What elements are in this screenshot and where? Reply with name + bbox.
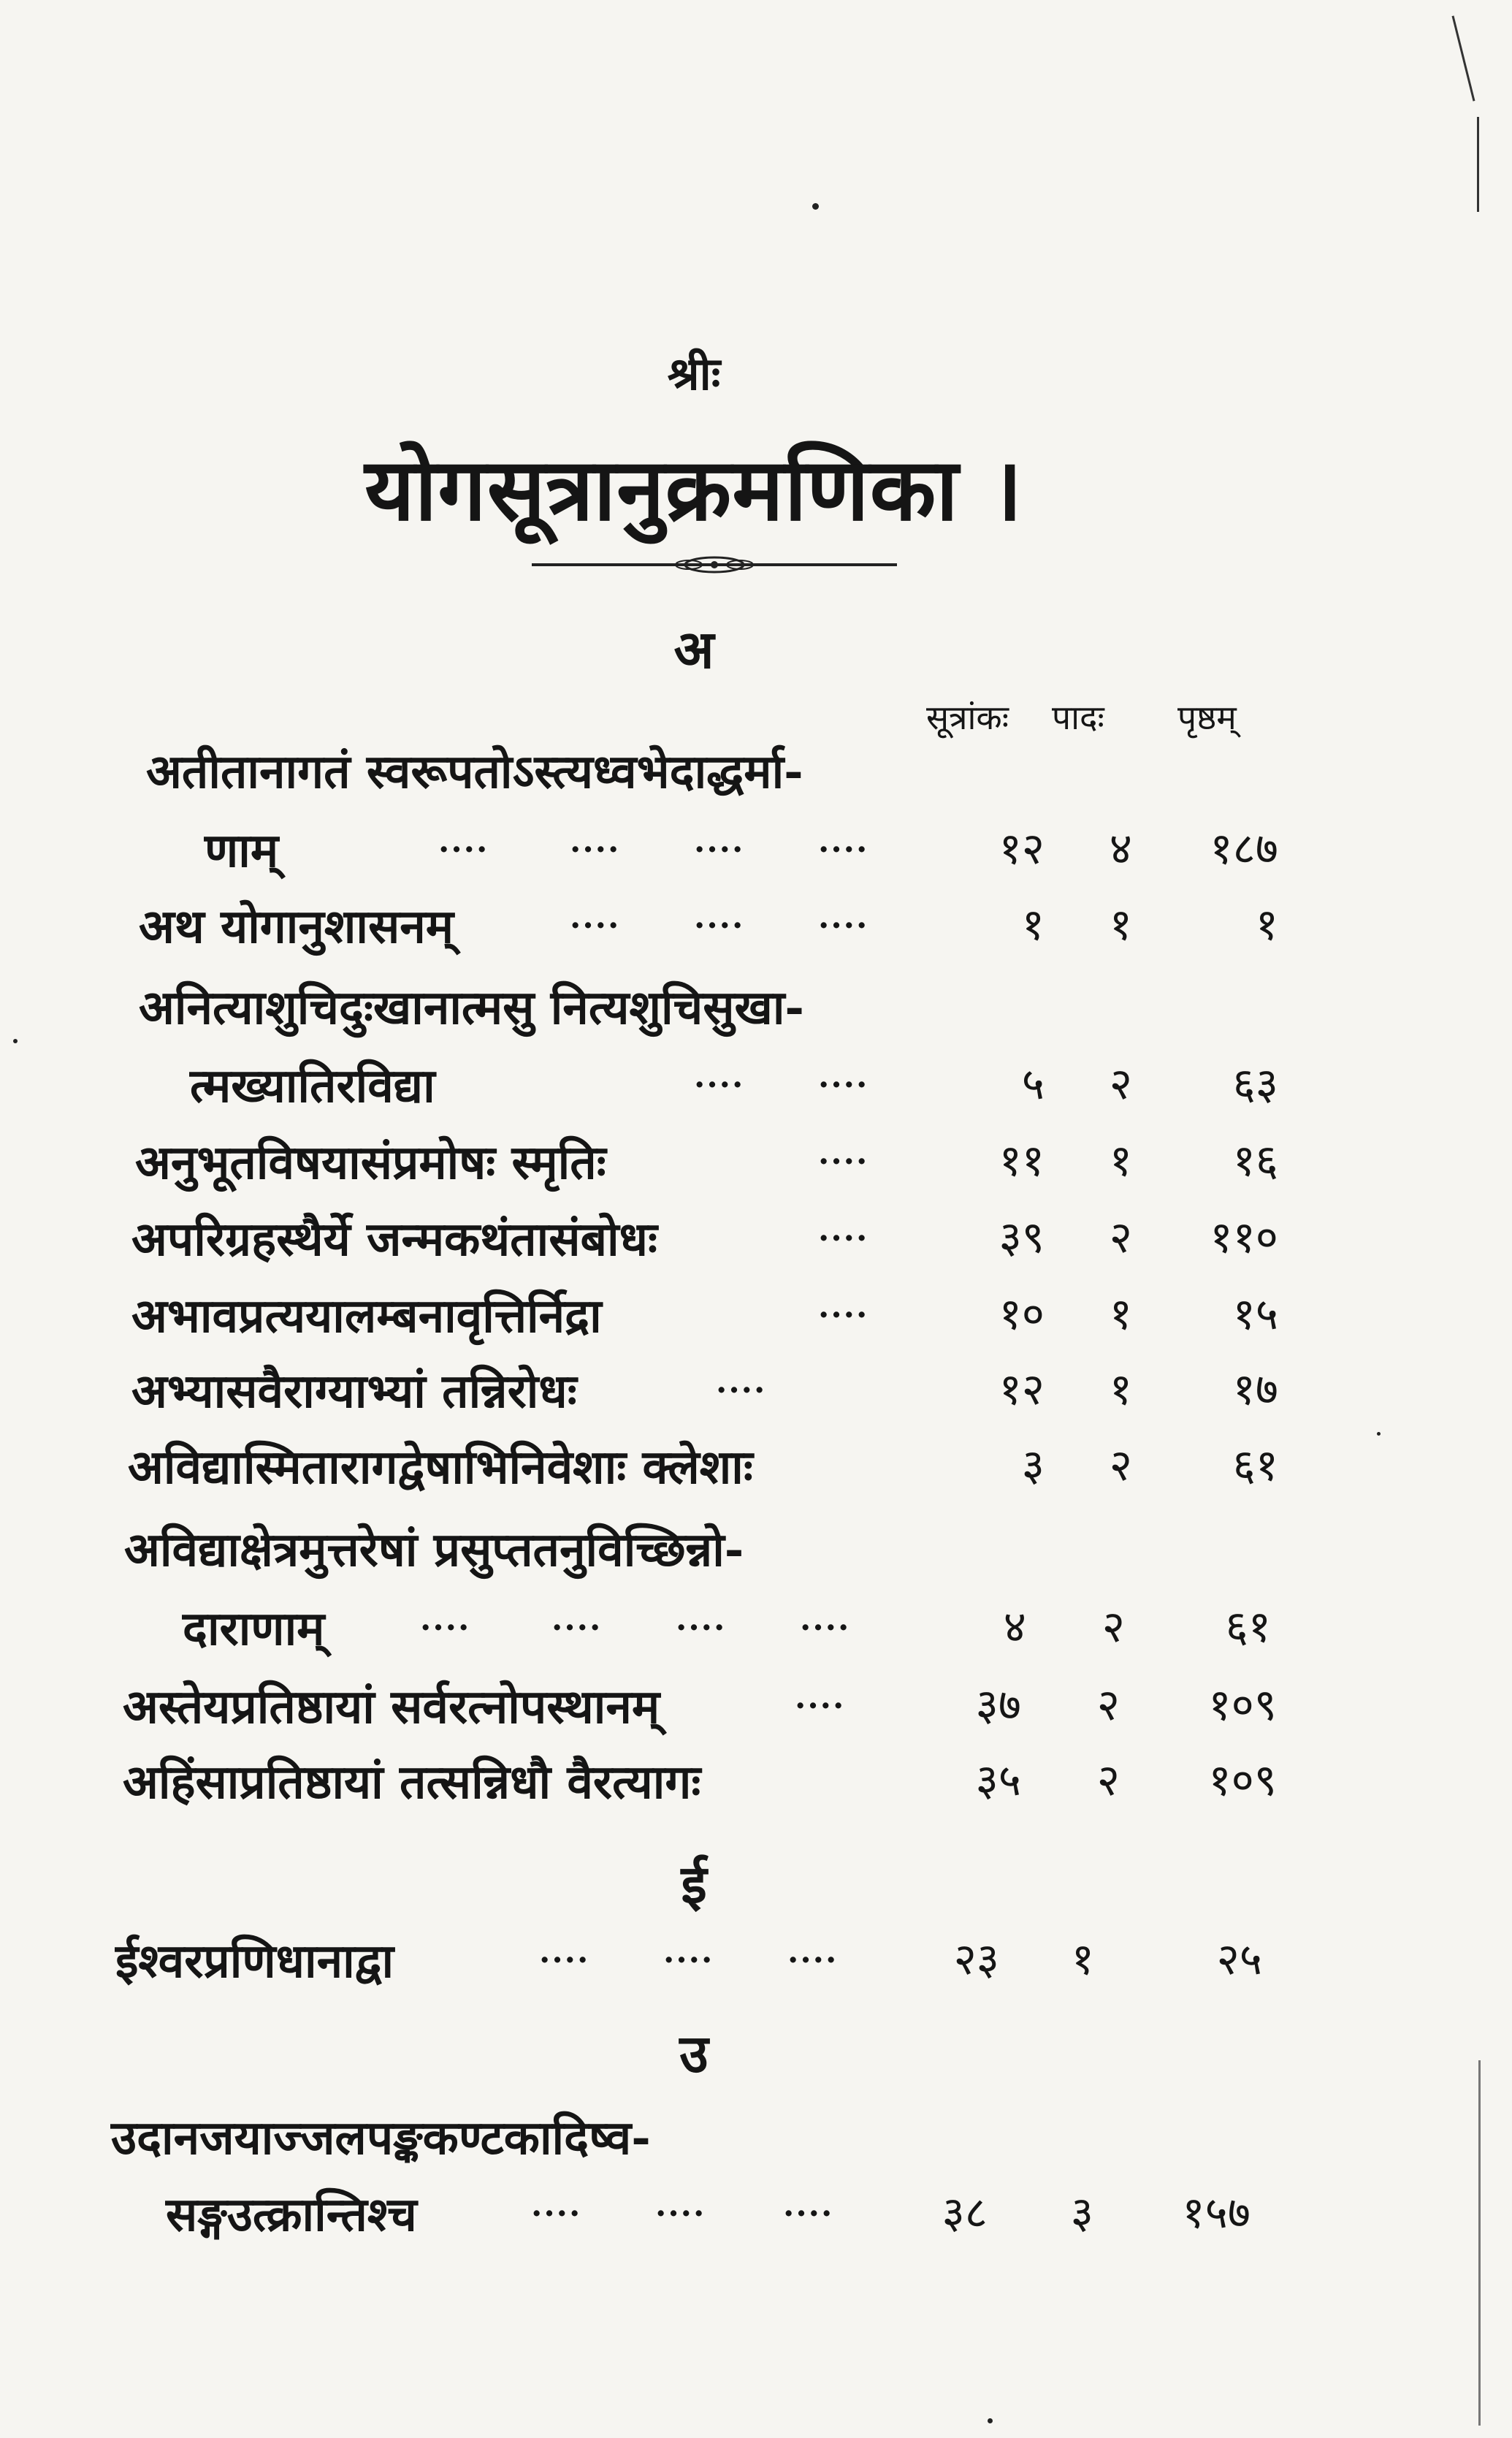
sutra-text: अस्तेयप्रतिष्ठायां सर्वरत्नोपस्थानम् [123,1680,660,1734]
sutra-text-continuation: णाम् [205,823,279,878]
page-number: १०९ [1208,1755,1277,1806]
index-entry [135,1129,1278,1202]
pada-number: ३ [1070,2187,1093,2239]
sutra-number: ३ [1021,1440,1045,1491]
pada-number: ४ [1109,823,1132,875]
leader-dots: .... [438,823,489,860]
sutra-text: अपरिग्रहस्थैर्ये जन्मकथंतासंबोधः [131,1212,657,1267]
page-number: ६१ [1232,1440,1278,1491]
column-header-sutra: सूत्रांकः [926,698,1009,737]
leader-dots: .... [539,1933,590,1970]
sutra-text: अविद्यास्मितारागद्वेषाभिनिवेशाः क्लेशाः [128,1440,753,1495]
sutra-text: ईश्वरप्रणिधानाद्वा [115,1934,394,1989]
index-entry [146,738,1271,811]
sutra-number: ३८ [942,2187,988,2239]
sutra-number: १२ [999,823,1045,875]
sutra-text: अनित्याशुचिदुःखानात्मसु नित्यशुचिसुखा- [139,980,804,1035]
pada-number: २ [1096,1755,1120,1806]
page-number: १ [1255,899,1278,951]
sutra-text: अविद्याक्षेत्रमुत्तरेषां प्रसुप्ततनुविच्छिन्नो- [124,1523,744,1577]
sutra-text-continuation: त्मख्यातिरविद्या [190,1059,435,1113]
page-number: १६ [1232,1135,1278,1186]
page-edge-mark [1452,15,1475,101]
page-number: ६१ [1225,1601,1271,1653]
pada-number: २ [1109,1212,1132,1263]
leader-dots: .... [694,899,745,936]
leader-dots: .... [818,1211,869,1249]
sutra-number: १ [1021,899,1045,951]
scan-speck [988,2418,993,2423]
sutra-number: ३५ [975,1755,1021,1806]
scan-speck [812,203,819,210]
page-number: १०९ [1208,1680,1277,1731]
leader-dots: .... [676,1601,727,1638]
index-entry [123,1748,1277,1821]
index-entry [111,2104,1271,2177]
index-entry [124,1516,1271,1589]
section-heading-u: उ [679,2022,709,2084]
leader-dots: .... [787,1933,839,1970]
page-number: २५ [1216,1934,1262,1985]
index-entry [139,893,1278,966]
index-entry [123,1673,1277,1746]
sutra-number: ३७ [975,1680,1021,1731]
sutra-text: अभावप्रत्ययालम्बनावृत्तिर्निद्रा [131,1289,602,1344]
leader-dots: .... [818,1135,869,1172]
sutra-text: अभ्यासवैराग्याभ्यां तन्निरोधः [131,1364,577,1419]
page-number: ११० [1210,1212,1278,1263]
sutra-text-continuation: दाराणाम् [183,1601,325,1656]
sutra-text: अनुभूतविषयासंप्रमोषः स्मृतिः [135,1135,606,1190]
index-entry [115,1927,1271,2000]
index-entry [131,1205,1278,1279]
index-entry-continuation [111,2181,1271,2254]
sutra-number: १२ [999,1364,1045,1415]
pada-number: १ [1071,1934,1094,1985]
sutra-number: ११ [999,1135,1045,1186]
leader-dots: .... [818,1288,869,1325]
leader-dots: .... [551,1601,603,1638]
leader-dots: .... [570,899,621,936]
pada-number: १ [1109,1135,1132,1186]
leader-dots: .... [663,1933,714,1970]
leader-dots: .... [655,2187,706,2224]
pada-number: १ [1109,899,1132,951]
column-header-page: पृष्ठम् [1177,698,1237,737]
index-entry-continuation [124,1595,1271,1668]
sutra-text: अतीतानागतं स्वरूपतोऽस्त्यध्वभेदाद्धर्मा- [146,744,803,799]
sutra-number: ३९ [999,1212,1045,1263]
sutra-text: उदानजयाज्जलपङ्ककण्टकादिष्व- [111,2111,651,2165]
pada-number: २ [1109,1440,1132,1491]
leader-dots: .... [694,823,745,860]
leader-dots: .... [783,2187,834,2224]
pada-number: १ [1109,1289,1132,1340]
pada-number: २ [1096,1680,1120,1731]
pada-number: २ [1109,1059,1132,1110]
index-entry [139,974,1271,1047]
leader-dots: .... [818,899,869,936]
ornament-divider [532,554,897,576]
section-heading-a: अ [673,618,714,680]
page-number: ६३ [1232,1059,1278,1110]
scan-speck [1377,1432,1381,1436]
page-number: १८७ [1210,823,1278,875]
leader-dots: .... [800,1601,851,1638]
leader-dots: .... [531,2187,582,2224]
leader-dots: .... [818,823,869,860]
sutra-text-continuation: सङ्गउत्क्रान्तिश्च [166,2187,417,2242]
sutra-number: ५ [1021,1059,1045,1110]
leader-dots: .... [570,823,621,860]
page-edge-mark [1477,117,1479,212]
scan-speck [13,1039,18,1043]
leader-dots: .... [420,1601,471,1638]
column-header-pada: पादः [1052,698,1104,737]
page-title: योगसूत्रानुक्रमणिका । [364,438,1023,540]
sutra-text: अथ योगानुशासनम् [139,899,454,954]
leader-dots: .... [818,1058,869,1095]
page-edge-mark [1478,2060,1481,2426]
pada-number: १ [1109,1364,1132,1415]
index-entry-continuation [139,1052,1278,1125]
index-entry [131,1282,1278,1355]
page-number: १५ [1232,1289,1278,1340]
page-number: १७ [1232,1364,1278,1415]
leader-dots: .... [795,1679,846,1716]
index-entry [131,1357,1278,1431]
index-entry-continuation [146,817,1278,890]
leader-dots: .... [694,1058,745,1095]
invocation-shri: श्रीः [667,347,721,400]
page-number: १५७ [1182,2187,1251,2239]
sutra-number: ४ [1003,1601,1026,1653]
sutra-number: १० [999,1289,1045,1340]
pada-number: २ [1101,1601,1125,1653]
section-heading-ii: ई [681,1853,707,1915]
sutra-text: अहिंसाप्रतिष्ठायां तत्सन्निधौ वैरत्यागः [123,1755,701,1810]
leader-dots: .... [716,1363,767,1401]
index-entry [128,1433,1278,1506]
sutra-number: २३ [953,1934,999,1985]
